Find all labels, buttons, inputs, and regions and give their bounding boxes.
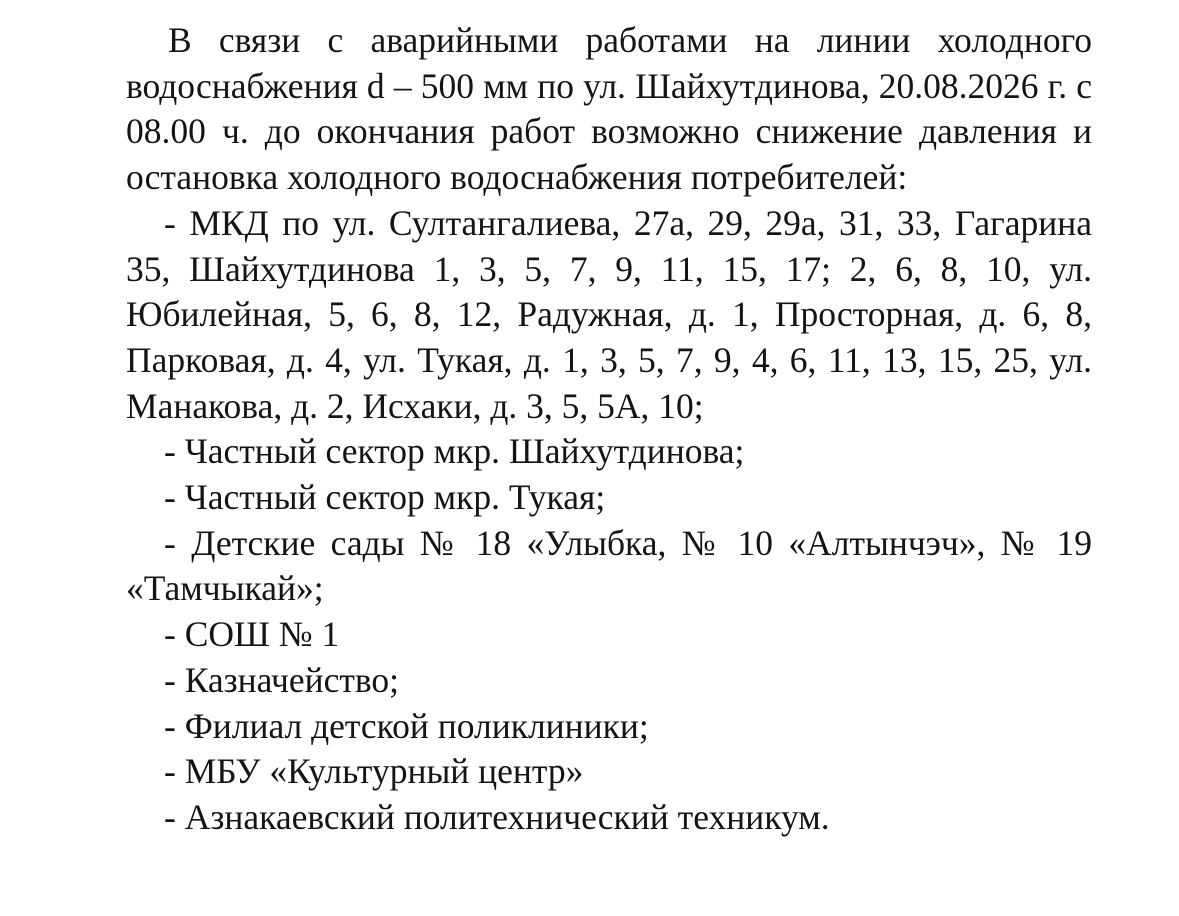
list-item-school: - СОШ № 1	[164, 614, 340, 655]
notice-intro-paragraph: В связи с аварийными работами на линии холодного водоснабжения d – 500 мм по ул. Шайхутдинова, 20.08.2026 г. с 08.00 ч. до окончания работ возможно снижение давления и остановка холодного водоснабжения потребителей:	[126, 20, 1092, 198]
list-item-cultural-center: - МБУ «Культурный центр»	[164, 751, 584, 792]
list-item-private-sector-shaykhutdinova: - Частный сектор мкр. Шайхутдинова;	[164, 431, 745, 472]
notice-document	[126, 18, 1092, 841]
list-item-treasury: - Казначейство;	[164, 659, 400, 700]
list-item-apartment-buildings: - МКД по ул. Султангалиева, 27а, 29, 29а, 31, 33, Гагарина 35, Шайхутдинова 1, 3, 5, 7, 9, 11, 15, 17; 2, 6, 8, 10, ул. Юбилейная, 5, 6, 8, 12, Радужная, д. 1, Просторная, д. 6, 8, Парковая, д. 4, ул. Тукая, д. 1, 3, 5, 7, 9, 4, 6, 11, 13, 15, 25, ул. Манакова, д. 2, Исхаки, д. 3, 5, 5А, 10;	[126, 202, 1092, 426]
list-item-private-sector-tukaya: - Частный сектор мкр. Тукая;	[164, 477, 606, 518]
list-item-kindergartens: - Детские сады № 18 «Улыбка, № 10 «Алтынчэч», № 19 «Тамчыкай»;	[126, 522, 1092, 609]
list-item-polytechnic-college: - Азнакаевский политехнический техникум.	[164, 796, 830, 837]
list-item-children-clinic: - Филиал детской поликлиники;	[164, 705, 649, 746]
